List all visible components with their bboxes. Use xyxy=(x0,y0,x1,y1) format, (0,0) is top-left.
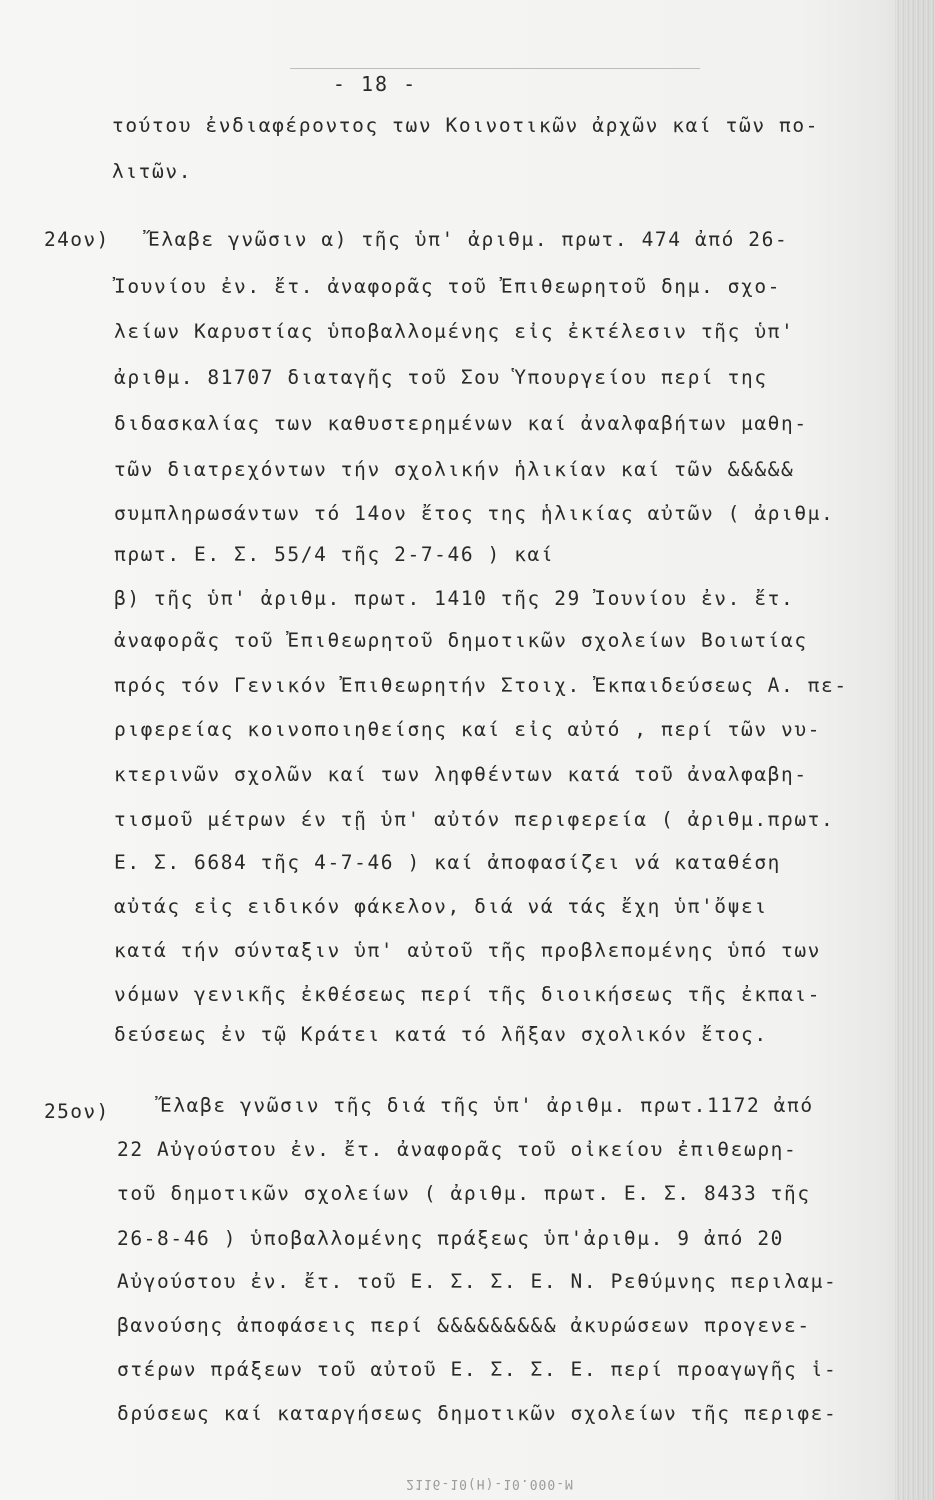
text-line: νόμων γενικῆς ἐκθέσεως περί τῆς διοικήσεως τῆς ἐκπαι- xyxy=(114,983,822,1006)
text-line: Ἔλαβε γνῶσιν α) τῆς ὑπ' ἀριθμ. πρωτ. 474 ἀπό 26- xyxy=(148,228,789,251)
text-line: β) τῆς ὑπ' ἀριθμ. πρωτ. 1410 τῆς 29 Ἰουνίου ἐν. ἔτ. xyxy=(114,587,795,610)
text-line: 26-8-46 ) ὑποβαλλομένης πράξεως ὑπ'ἀριθμ. 9 ἀπό 20 xyxy=(117,1227,784,1250)
header-rule xyxy=(290,68,700,69)
text-line: πρωτ. Ε. Σ. 55/4 τῆς 2-7-46 ) καί xyxy=(114,543,555,566)
text-line: 22 Αὐγούστου ἐν. ἔτ. ἀναφορᾶς τοῦ οἰκείου ἐπιθεωρη- xyxy=(117,1138,798,1161)
text-line: κατά τήν σύνταξιν ὑπ' αὐτοῦ τῆς προβλεπομένης ὑπό των xyxy=(114,939,822,962)
item-number-25: 25ον) xyxy=(44,1100,110,1123)
text-line: βανούσης ἀποφάσεις περί &&&&&&&&& ἀκυρώσεων προγενε- xyxy=(117,1314,811,1337)
text-line: Αὐγούστου ἐν. ἔτ. τοῦ Ε. Σ. Σ. Ε. Ν. Ρεθύμνης περιλαμ- xyxy=(117,1270,838,1293)
text-line: τῶν διατρεχόντων τήν σχολικήν ἡλικίαν καί τῶν &&&&& xyxy=(114,458,795,481)
text-line: Ἔλαβε γνῶσιν τῆς διά τῆς ὑπ' ἀριθμ. πρωτ.1172 ἀπό xyxy=(160,1094,814,1117)
text-line: στέρων πράξεων τοῦ αὐτοῦ Ε. Σ. Σ. Ε. περί προαγωγῆς ἱ- xyxy=(117,1358,838,1381)
text-line: λιτῶν. xyxy=(112,160,193,183)
footer-stamp: 2116-10(Η)-10.000-Μ xyxy=(406,1476,574,1491)
text-line: δεύσεως ἐν τῷ Κράτει κατά τό λῆξαν σχολικόν ἔτος. xyxy=(114,1023,768,1046)
text-line: ἀριθμ. 81707 διαταγῆς τοῦ Σου Ὑπουργείου περί της xyxy=(114,366,768,389)
text-line: πρός τόν Γενικόν Ἐπιθεωρητήν Στοιχ. Ἐκπαιδεύσεως Α. πε- xyxy=(114,674,848,697)
text-line: τισμοῦ μέτρων έν τῇ ὑπ' αὐτόν περιφερεία ( ἀριθμ.πρωτ. xyxy=(114,808,835,831)
text-line: συμπληρωσάντων τό 14ον ἔτος της ἡλικίας αὐτῶν ( ἀριθμ. xyxy=(114,502,835,525)
text-line: ἀναφορᾶς τοῦ Ἐπιθεωρητοῦ δημοτικῶν σχολείων Βοιωτίας xyxy=(114,629,808,652)
text-line: Ἰουνίου ἐν. ἔτ. ἀναφορᾶς τοῦ Ἐπιθεωρητοῦ δημ. σχο- xyxy=(114,275,781,298)
page-edge-shadow xyxy=(895,0,935,1500)
text-line: κτερινῶν σχολῶν καί των ληφθέντων κατά τοῦ ἀναλφαβη- xyxy=(114,763,808,786)
text-line: δρύσεως καί καταργήσεως δημοτικῶν σχολείων τῆς περιφε- xyxy=(117,1402,838,1425)
text-line: λείων Καρυστίας ὑποβαλλομένης εἰς ἐκτέλεσιν τῆς ὑπ' xyxy=(114,320,795,343)
text-line: τούτου ἐνδιαφέροντος των Κοινοτικῶν ἀρχῶν καί τῶν πο- xyxy=(112,114,820,137)
text-line: αὐτάς εἰς ειδικόν φάκελον, διά νά τάς ἔχη ὑπ'ὄψει xyxy=(114,895,768,918)
page-number: - 18 - xyxy=(332,72,418,96)
text-line: ριφερείας κοινοποιηθείσης καί εἰς αὐτό , περί τῶν νυ- xyxy=(114,718,822,741)
text-line: Ε. Σ. 6684 τῆς 4-7-46 ) καί ἀποφασίζει νά καταθέση xyxy=(114,851,781,874)
text-line: τοῦ δημοτικῶν σχολείων ( ἀριθμ. πρωτ. Ε. Σ. 8433 τῆς xyxy=(117,1182,811,1205)
item-number-24: 24ον) xyxy=(44,228,110,251)
text-line: διδασκαλίας των καθυστερημένων καί ἀναλφαβήτων μαθη- xyxy=(114,412,808,435)
